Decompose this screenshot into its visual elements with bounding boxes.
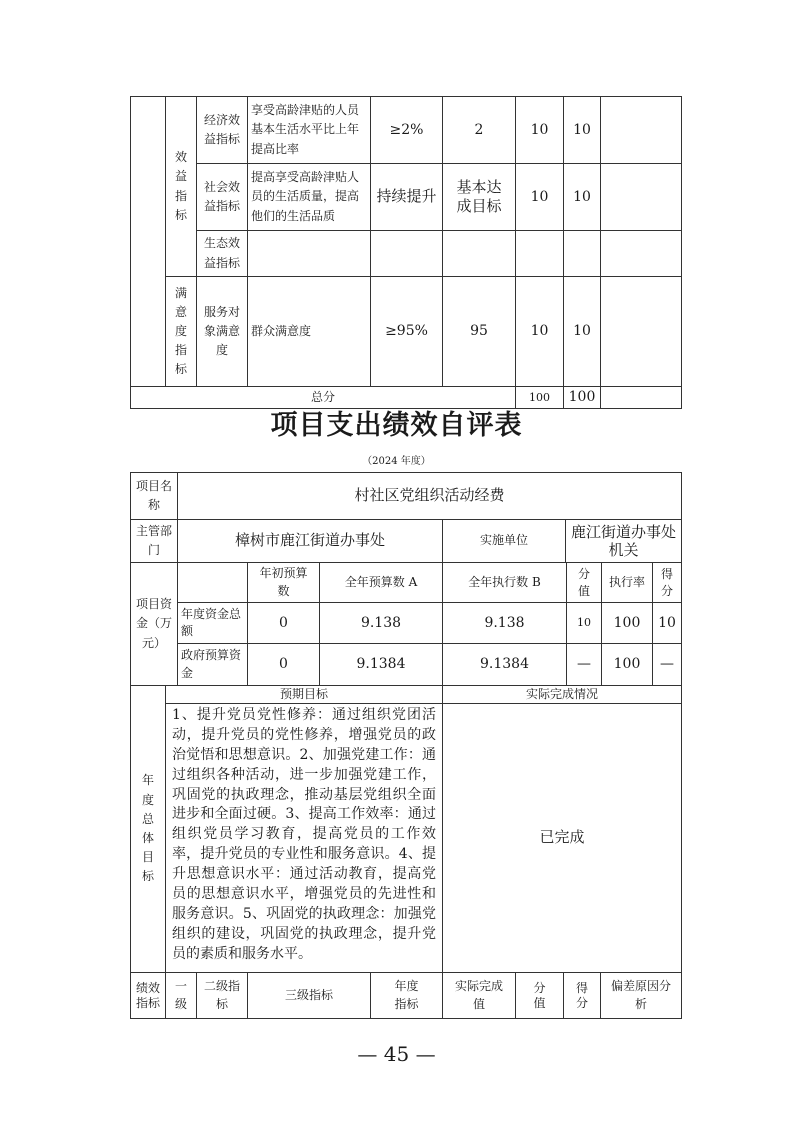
funds-header: 全年预算数 A	[319, 562, 443, 603]
level2: 服务对象满意度	[196, 276, 248, 387]
indicator-header: 二级指标	[196, 972, 248, 1019]
funds-value: 9.138	[442, 602, 567, 644]
level2: 社会效益指标	[196, 163, 248, 231]
total-label: 总分	[130, 386, 516, 409]
actual: 95	[442, 276, 516, 387]
funds-value: 9.138	[319, 602, 443, 644]
goal-label: 年度总体目标	[130, 685, 166, 973]
dept: 樟树市鹿江街道办事处	[177, 519, 443, 563]
deviation	[600, 276, 682, 387]
cell-empty	[130, 96, 166, 387]
deviation	[600, 163, 682, 231]
project-name-label: 项目名称	[130, 472, 178, 520]
cell-empty	[600, 386, 682, 409]
level3: 享受高龄津贴的人员基本生活水平比上年提高比率	[247, 96, 371, 164]
funds-row-label: 政府预算资金	[177, 643, 248, 686]
year-subtitle: （2024 年度）	[362, 456, 431, 467]
score: 10	[563, 163, 601, 231]
impl: 鹿江街道办事处机关	[565, 519, 682, 563]
deviation	[600, 96, 682, 164]
level3: 群众满意度	[247, 276, 371, 387]
target	[370, 230, 443, 277]
funds-value: —	[652, 643, 682, 686]
funds-label: 项目资金（万元）	[130, 562, 178, 686]
actual	[442, 230, 516, 277]
funds-header: 分值	[566, 562, 602, 603]
funds-value: 100	[601, 643, 653, 686]
page-number: — 45 —	[357, 1042, 436, 1066]
weight: 10	[515, 163, 564, 231]
indicator-header: 得分	[563, 972, 601, 1019]
weight	[515, 230, 564, 277]
deviation	[600, 230, 682, 277]
indicator-header: 实际完成值	[442, 972, 516, 1019]
funds-row-label: 年度资金总额	[177, 602, 248, 644]
funds-header: 执行率	[601, 562, 653, 603]
funds-header: 全年执行数 B	[442, 562, 567, 603]
funds-value: —	[566, 643, 602, 686]
indicator-header: 偏差原因分析	[600, 972, 682, 1019]
funds-header: 年初预算数	[247, 562, 320, 603]
indicator-header: 三级指标	[247, 972, 371, 1019]
actual: 2	[442, 96, 516, 164]
level2: 生态效益指标	[196, 230, 248, 277]
funds-value: 9.1384	[319, 643, 443, 686]
weight: 10	[515, 96, 564, 164]
funds-value: 100	[601, 602, 653, 644]
group-satisfaction: 满意度指标	[165, 276, 197, 387]
weight: 10	[515, 276, 564, 387]
actual-result-text: 已完成	[442, 703, 682, 973]
funds-header: 得分	[652, 562, 682, 603]
funds-value: 0	[247, 602, 320, 644]
actual: 基本达成目标	[442, 163, 516, 231]
expected-label: 预期目标	[165, 685, 443, 704]
indicator-header: 绩效指标	[130, 972, 166, 1019]
score: 10	[563, 276, 601, 387]
score: 10	[563, 96, 601, 164]
actual-label: 实际完成情况	[442, 685, 682, 704]
total-weight: 100	[515, 386, 564, 409]
indicator-header: 年度指标	[370, 972, 443, 1019]
funds-value: 9.1384	[442, 643, 567, 686]
funds-header	[177, 562, 248, 603]
level3: 提高享受高龄津贴人员的生活质量，提高他们的生活品质	[247, 163, 371, 231]
total-score: 100	[563, 386, 601, 409]
level3	[247, 230, 371, 277]
expected-goal-text: 1、提升党员党性修养：通过组织党团活动，提升党员的党性修养，增强党员的政治觉悟和思想意识。2、加强党建工作：通过组织各种活动，进一步加强党建工作，巩固党的执政理念，推动基层党组织全面进步和全面过硬。3、提高工作效率：通过组织党员学习教育，提高党员的工作效率，提升党员的专业性和服务意识。4、提升思想意识水平：通过活动教育，提高党员的思想意识水平，增强党员的先进性和服务意识。5、巩固党的执政理念：加强党组织的建设，巩固党的执政理念，提升党员的素质和服务水平。	[165, 703, 443, 973]
dept-label: 主管部门	[130, 519, 178, 563]
target: ≥95%	[370, 276, 443, 387]
indicator-header: 一级	[165, 972, 197, 1019]
impl-label: 实施单位	[442, 519, 566, 563]
target: ≥2%	[370, 96, 443, 164]
project-name: 村社区党组织活动经费	[177, 472, 682, 520]
group-benefit: 效益指标	[165, 96, 197, 277]
indicator-header: 分值	[515, 972, 564, 1019]
funds-value: 0	[247, 643, 320, 686]
page-title: 项目支出绩效自评表	[270, 410, 523, 441]
funds-value: 10	[566, 602, 602, 644]
funds-value: 10	[652, 602, 682, 644]
target: 持续提升	[370, 163, 443, 231]
score	[563, 230, 601, 277]
level2: 经济效益指标	[196, 96, 248, 164]
